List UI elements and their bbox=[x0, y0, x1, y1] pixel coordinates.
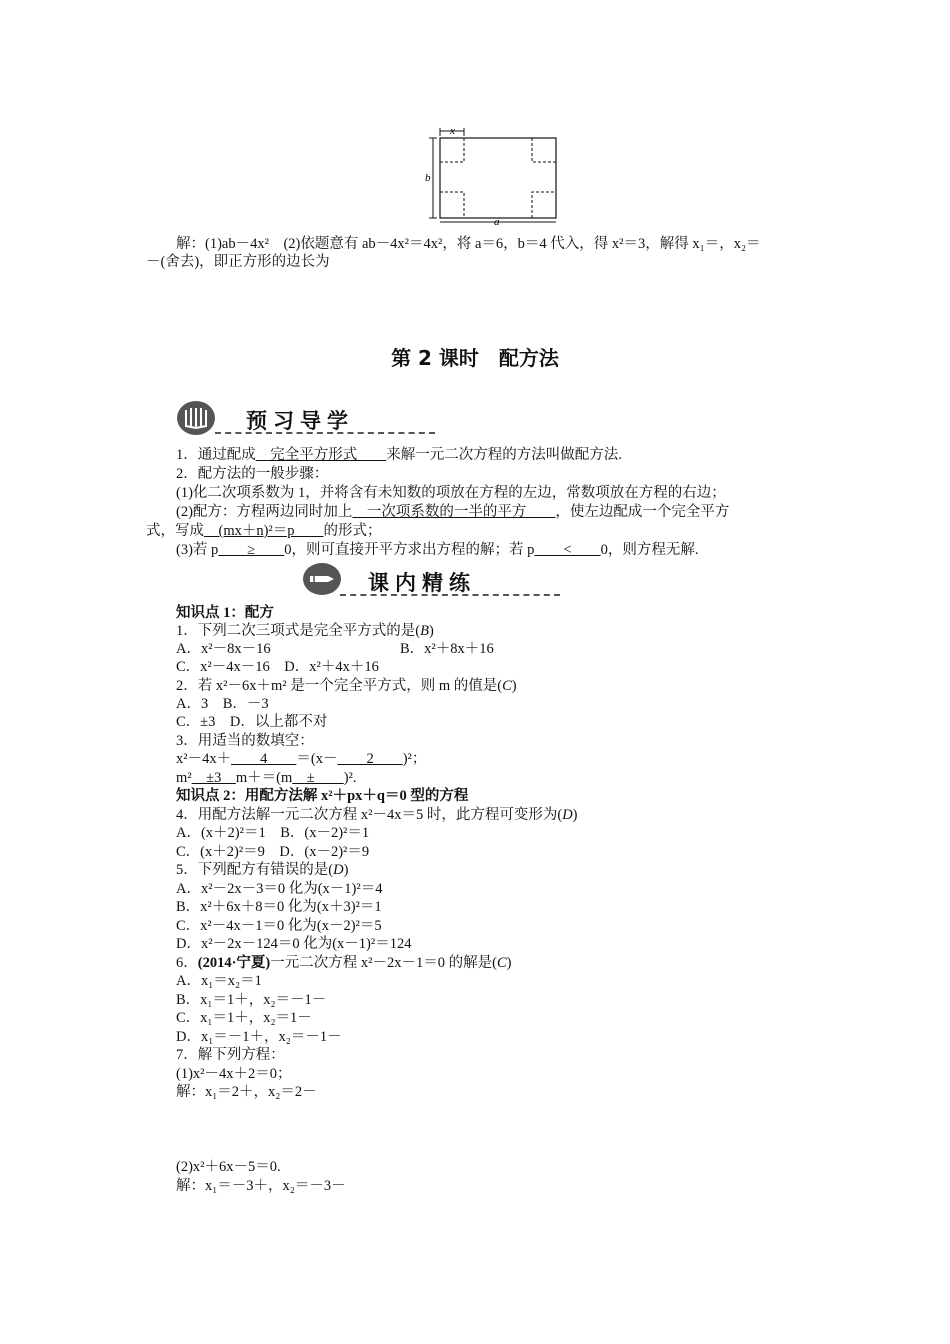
preview-p5-tail: 的形式； bbox=[323, 523, 382, 539]
question-3-line1-a: x²－4x＋ bbox=[176, 751, 232, 767]
preview-p6-answer2: < bbox=[534, 542, 601, 558]
question-2-answer: C bbox=[502, 678, 512, 694]
question-5-paren: ) bbox=[343, 862, 349, 878]
question-5 bbox=[176, 861, 348, 879]
question-1-option-a: A．x²－8x－16 bbox=[176, 641, 271, 657]
pen-icon bbox=[302, 562, 342, 596]
question-1-paren: ) bbox=[428, 623, 434, 639]
question-6-option-b: B．x₁＝1＋，x₂＝－1－ bbox=[176, 992, 327, 1008]
book-icon bbox=[176, 400, 216, 436]
question-4-options-cd: C．(x＋2)²＝9 D．(x－2)²＝9 bbox=[176, 844, 370, 860]
question-2-options-ab: A．3 B．－3 bbox=[176, 696, 269, 712]
question-2 bbox=[176, 677, 517, 695]
question-6-option-a: A．x₁＝x₂＝1 bbox=[176, 973, 262, 989]
preview-p6-text-c: 0，则可直接开平方求出方程的解；若 p bbox=[284, 542, 535, 558]
preview-p5-text: 式，写成 bbox=[146, 523, 204, 539]
preview-p4-tail: ，使左边配成一个完全平方 bbox=[555, 504, 730, 520]
question-5-option-b: B．x²＋6x＋8＝0 化为(x＋3)²＝1 bbox=[176, 899, 382, 915]
question-7-part1-solution: 解：x₁＝2＋，x₂＝2－ bbox=[176, 1084, 317, 1100]
question-7-part1: (1)x²－4x＋2＝0； bbox=[176, 1066, 292, 1082]
preview-p4-answer: 一次项系数的一半的平方 bbox=[352, 504, 556, 520]
question-6-option-d: D．x₁＝－1＋，x₂＝－1－ bbox=[176, 1029, 342, 1045]
preview-p6-text-d: 0，则方程无解. bbox=[600, 542, 699, 558]
lesson-title: 第 2 课时 配方法 bbox=[391, 346, 559, 370]
banner-practice-underline bbox=[340, 594, 560, 596]
preview-p1-answer: 完全平方形式 bbox=[255, 447, 387, 463]
top-solution-line1: 解：(1)ab－4x² (2)依题意有 ab－4x²＝4x²，将 a＝6，b＝4 代入，得 x²＝3，解得 x₁＝，x₂＝ bbox=[176, 236, 761, 252]
question-3-line2-c: m＋＝(m bbox=[235, 770, 293, 786]
knowledge-point-2: 知识点 2：用配方法解 x²＋px＋q＝0 型的方程 bbox=[176, 788, 469, 804]
banner-practice-title: 课内精练 bbox=[368, 571, 476, 595]
question-1-option-b: B．x²＋8x＋16 bbox=[400, 641, 494, 657]
question-6-text: 一元二次方程 x²－2x－1＝0 的解是( bbox=[270, 955, 497, 971]
question-5-option-d: D．x²－2x－124＝0 化为(x－1)²＝124 bbox=[176, 936, 412, 952]
question-3-line2 bbox=[176, 769, 357, 787]
question-7-part2-solution: 解：x₁＝－3＋，x₂＝－3－ bbox=[176, 1178, 346, 1194]
banner-preview-underline bbox=[215, 432, 435, 434]
question-6-source: (2014·宁夏) bbox=[197, 955, 271, 971]
question-4 bbox=[176, 806, 578, 824]
question-1-options-cd: C．x²－4x－16 D．x²＋4x＋16 bbox=[176, 659, 379, 675]
question-2-options-cd: C．±3 D．以上都不对 bbox=[176, 714, 328, 730]
figure-label-x: x bbox=[450, 126, 455, 137]
question-1-text: 1．下列二次三项式是完全平方式的是( bbox=[176, 623, 421, 639]
top-solution-line2: －(舍去)，即正方形的边长为 bbox=[146, 254, 330, 270]
question-3-line1-d: )²； bbox=[402, 751, 427, 767]
question-4-paren: ) bbox=[572, 807, 578, 823]
question-5-answer: D bbox=[333, 862, 344, 878]
figure-label-b: b bbox=[425, 172, 431, 184]
question-6-number: 6． bbox=[176, 955, 198, 971]
question-6-paren: ) bbox=[506, 955, 512, 971]
question-1 bbox=[176, 622, 434, 640]
question-6 bbox=[176, 954, 511, 972]
banner-preview-title: 预习导学 bbox=[246, 409, 354, 433]
question-3-line2-answer1: ±3 bbox=[191, 770, 236, 786]
question-4-answer: D bbox=[562, 807, 573, 823]
rectangle-figure bbox=[424, 126, 564, 226]
preview-p6-text-a: (3)若 p bbox=[176, 542, 219, 558]
preview-p1-tail: 来解一元二次方程的方法叫做配方法. bbox=[386, 447, 622, 463]
question-3-line1-c: ＝(x－ bbox=[296, 751, 338, 767]
question-5-option-c: C．x²－4x－1＝0 化为(x－2)²＝5 bbox=[176, 918, 382, 934]
preview-p5-answer: (mx＋n)²＝p bbox=[204, 523, 324, 539]
preview-p1 bbox=[176, 443, 622, 464]
question-3-line2-d: )². bbox=[343, 770, 357, 786]
question-3: 3．用适当的数填空： bbox=[176, 733, 314, 749]
question-5-option-a: A．x²－2x－3＝0 化为(x－1)²＝4 bbox=[176, 881, 383, 897]
preview-p2: 2．配方法的一般步骤： bbox=[176, 466, 329, 482]
question-5-text: 5．下列配方有错误的是( bbox=[176, 862, 334, 878]
question-3-line1-answer2: 2 bbox=[337, 751, 403, 767]
question-3-line1-answer1: 4 bbox=[231, 751, 297, 767]
preview-p5 bbox=[146, 519, 382, 540]
knowledge-point-1: 知识点 1：配方 bbox=[176, 605, 274, 621]
preview-p6-answer1: ≥ bbox=[218, 542, 285, 558]
preview-p6 bbox=[176, 538, 698, 559]
question-7-part2: (2)x²＋6x－5＝0. bbox=[176, 1159, 281, 1175]
question-2-text: 2．若 x²－6x＋m² 是一个完全平方式，则 m 的值是( bbox=[176, 678, 503, 694]
question-4-options-ab: A．(x＋2)²＝1 B．(x－2)²＝1 bbox=[176, 825, 370, 841]
preview-p3: (1)化二次项系数为 1，并将含有未知数的项放在方程的左边，常数项放在方程的右边； bbox=[176, 485, 726, 501]
question-3-line1 bbox=[176, 750, 426, 768]
preview-p1-text: 1．通过配成 bbox=[176, 447, 256, 463]
question-6-option-c: C．x₁＝1＋，x₂＝1－ bbox=[176, 1010, 312, 1026]
question-4-text: 4．用配方法解一元二次方程 x²－4x＝5 时，此方程可变形为( bbox=[176, 807, 563, 823]
figure-label-a: a bbox=[494, 216, 500, 226]
question-6-answer: C bbox=[496, 955, 507, 971]
question-7: 7．解下列方程： bbox=[176, 1047, 285, 1063]
question-2-paren: ) bbox=[511, 678, 517, 694]
question-3-line2-a: m² bbox=[176, 770, 192, 786]
preview-p4 bbox=[176, 500, 729, 521]
preview-p4-text: (2)配方：方程两边同时加上 bbox=[176, 504, 353, 520]
question-3-line2-answer2: ± bbox=[292, 770, 344, 786]
question-1-answer: B bbox=[420, 623, 429, 639]
